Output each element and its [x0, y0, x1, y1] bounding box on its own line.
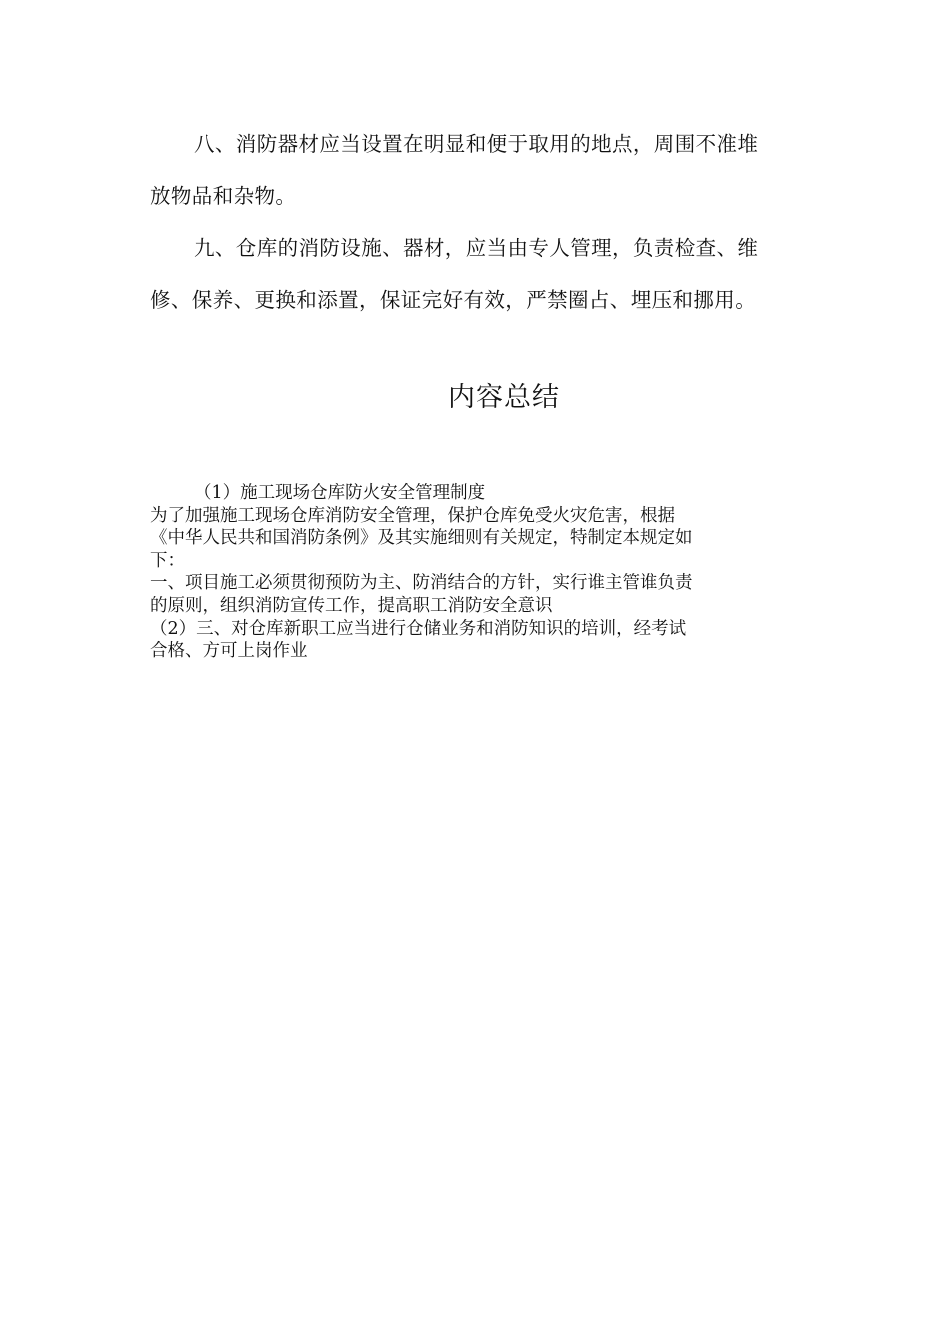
paragraph-line: 放物品和杂物。: [150, 184, 297, 208]
summary-line: 为了加强施工现场仓库消防安全管理，保护仓库免受火灾危害，根据: [150, 505, 675, 526]
summary-line: 的原则，组织消防宣传工作，提高职工消防安全意识: [150, 595, 553, 616]
summary-line: 一、项目施工必须贯彻预防为主、防消结合的方针，实行谁主管谁负责: [150, 573, 693, 594]
rule-paragraph-9: [150, 222, 800, 326]
paragraph-line: 八、消防器材应当设置在明显和便于取用的地点，周围不准堆: [194, 132, 759, 156]
summary-body: [150, 482, 810, 663]
paragraph-line: 九、仓库的消防设施、器材，应当由专人管理，负责检查、维: [194, 236, 759, 260]
summary-line: （1）施工现场仓库防火安全管理制度: [194, 483, 486, 503]
summary-line: 《中华人民共和国消防条例》及其实施细则有关规定，特制定本规定如: [150, 528, 693, 549]
summary-heading: 内容总结: [448, 382, 560, 413]
summary-line: 下：: [150, 550, 185, 571]
summary-line: （2）三、对仓库新职工应当进行仓储业务和消防知识的培训，经考试: [150, 618, 687, 639]
summary-line: 合格、方可上岗作业: [150, 641, 308, 662]
paragraph-line: 修、保养、更换和添置，保证完好有效，严禁圈占、埋压和挪用。: [150, 288, 757, 312]
rule-paragraph-8: [150, 118, 800, 222]
rules-section: [150, 118, 800, 326]
